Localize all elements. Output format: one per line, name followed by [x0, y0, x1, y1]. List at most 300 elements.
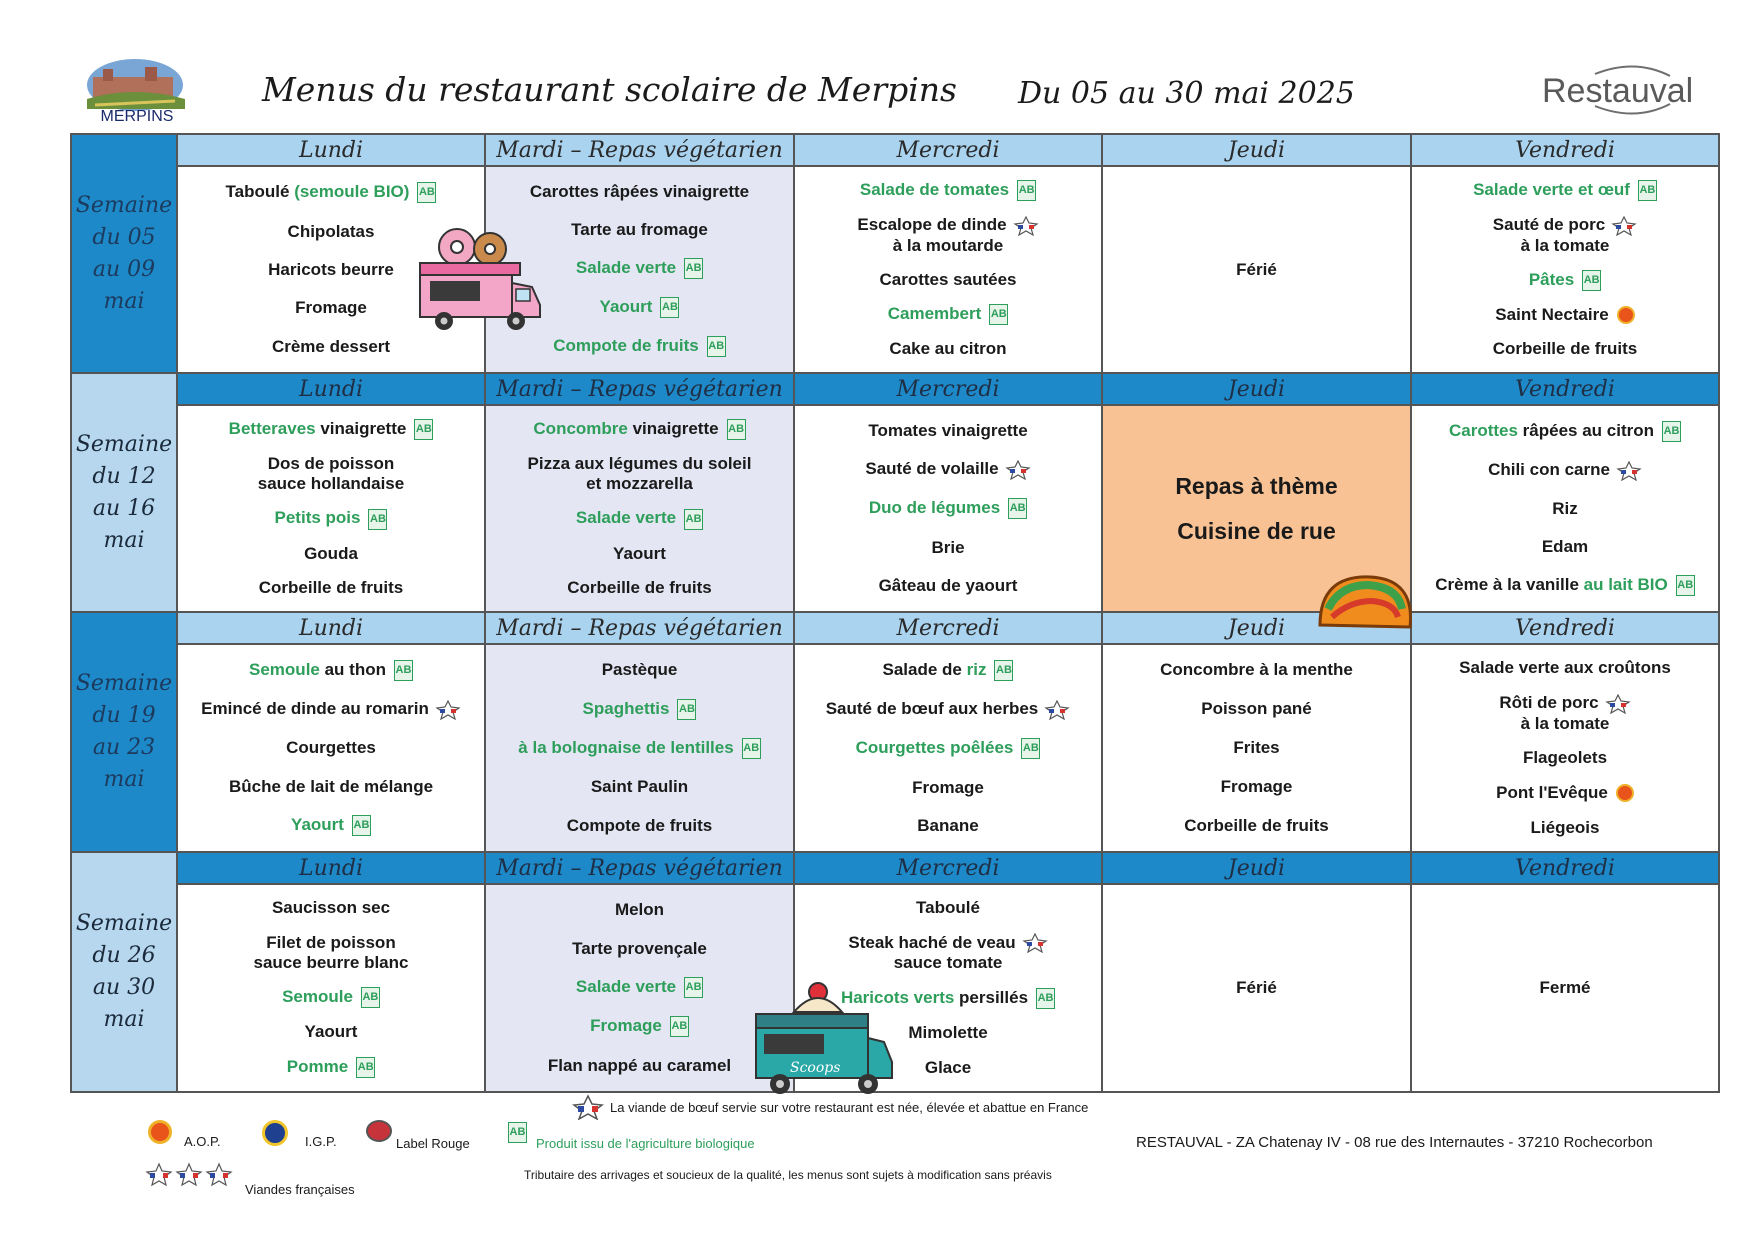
menu-item-text-line2: et mozzarella: [586, 474, 693, 494]
menu-item-line: [1184, 816, 1329, 835]
day-header-thu: Jeudi: [1103, 853, 1412, 885]
menu-item-line: [1529, 270, 1601, 289]
menu-item: [931, 538, 964, 558]
menu-item-line: [1201, 699, 1312, 718]
aop-label: A.O.P.: [184, 1134, 221, 1149]
menu-item-text: Compote de fruits: [566, 815, 713, 835]
menu-item-line: [201, 699, 461, 718]
menu-item-line: [229, 777, 433, 796]
french-meat-icons: [145, 1162, 237, 1190]
week-label-line: au 23: [92, 735, 156, 760]
menu-item-text: Dos de poisson: [267, 454, 395, 474]
menu-cell-fri: [1412, 406, 1718, 611]
week-row: [72, 135, 1718, 374]
menu-item-text-line2: sauce tomate: [893, 953, 1003, 973]
svg-text:Scoops: Scoops: [790, 1060, 841, 1076]
menu-item: [1499, 693, 1630, 734]
menu-item: [1473, 180, 1657, 201]
menu-item-text: Taboulé: [225, 182, 295, 202]
day-header-tue: Mardi – Repas végétarien: [486, 613, 795, 645]
menu-item-text: Escalope de dinde: [857, 215, 1007, 235]
viande-francaise-icon: [1044, 700, 1070, 720]
menu-cell-mon: [178, 645, 486, 851]
day-header-wed: Mercredi: [795, 135, 1103, 167]
day-header-fri: Vendredi: [1412, 135, 1718, 167]
bio-icon: AB: [508, 1122, 527, 1143]
menu-item: [287, 1057, 375, 1078]
menu-item-line: [567, 578, 712, 597]
menu-item-text: Edam: [1541, 536, 1589, 556]
day-header-mon: Lundi: [178, 853, 486, 885]
menu-cell-fri: [1412, 645, 1718, 851]
menu-item-text: (semoule BIO): [294, 182, 410, 202]
menu-item-text: Chipolatas: [287, 221, 375, 241]
menu-item-line: [1435, 575, 1694, 594]
menu-item-text: Cake au citron: [889, 338, 1007, 358]
week-label-line: mai: [103, 767, 145, 792]
menu-cell-fri: [1412, 167, 1718, 372]
viande-francaise-icon: [1005, 460, 1031, 480]
menu-item: [286, 738, 376, 758]
menu-item: [888, 304, 1009, 325]
menu-item: [533, 419, 745, 440]
menu-item-line: [1236, 260, 1277, 279]
menu-item-text: Salade verte: [575, 508, 677, 528]
menu-item-line: [1542, 537, 1588, 556]
menu-item: [602, 660, 678, 680]
menu-item-text: Bûche de lait de mélange: [228, 776, 434, 796]
bio-icon: AB: [1021, 738, 1040, 759]
label-rouge-label: Label Rouge: [396, 1136, 470, 1151]
menu-item-text: Yaourt: [304, 1022, 358, 1042]
menu-item-text: Corbeille de fruits: [258, 577, 404, 597]
menu-item: [583, 699, 697, 720]
menu-item: [856, 738, 1041, 759]
menu-item-text-line2: sauce beurre blanc: [253, 952, 409, 972]
menu-item: [229, 777, 433, 797]
menu-item: [869, 498, 1027, 519]
menu-item-line: [304, 544, 358, 563]
label-rouge-icon: [366, 1120, 392, 1142]
menu-cell-mon: [178, 885, 486, 1091]
bio-icon: AB: [707, 336, 726, 357]
menu-cell-thu: [1103, 645, 1412, 851]
menu-item: [268, 260, 394, 280]
menu-item: [567, 816, 712, 836]
merpins-logo: [75, 55, 200, 125]
menu-item-text: Courgettes poêlées: [855, 738, 1014, 758]
menu-item-line: [1236, 978, 1277, 997]
menu-item-line: [576, 258, 703, 277]
menu-item: [590, 1016, 689, 1037]
menu-cell-thu: [1103, 885, 1412, 1091]
menu-item-text: Filet de poisson: [266, 932, 396, 952]
menu-item-text: Taboulé: [916, 898, 980, 918]
menu-item: [518, 738, 760, 759]
bio-icon: AB: [414, 419, 433, 440]
menu-item-line: [600, 297, 680, 316]
menu-item-line: [1552, 499, 1578, 518]
menu-item: [1449, 421, 1681, 442]
menu-item-line: [226, 182, 437, 201]
menu-item: [912, 778, 984, 798]
week-label-line: du 12: [92, 463, 156, 489]
week-label-line: mai: [103, 527, 145, 553]
menu-item-text: Frites: [1233, 737, 1280, 757]
menu-item: [1201, 699, 1312, 719]
bio-icon: AB: [1662, 421, 1681, 442]
menu-item-line: [249, 660, 413, 679]
week-label-line: Semaine: [75, 911, 173, 936]
week-label: [72, 135, 178, 372]
menu-item-text: Pâtes: [1528, 269, 1575, 289]
menu-item-text: Carottes: [1448, 421, 1518, 441]
menu-item-text: Fromage: [590, 1016, 662, 1036]
bio-icon: AB: [1008, 498, 1027, 519]
svg-text:MERPINS: MERPINS: [100, 108, 174, 125]
menu-item-text: Petits pois: [274, 508, 361, 528]
menu-item-text: Concombre à la menthe: [1160, 660, 1353, 680]
menu-item-text: Flan nappé au caramel: [547, 1055, 732, 1075]
bio-icon: AB: [670, 1016, 689, 1037]
beef-note: La viande de bœuf servie sur votre restaurant est née, élevée et abattue en France: [610, 1100, 1089, 1115]
menu-item-text: Camembert: [887, 303, 982, 323]
week-label-line: Semaine: [75, 671, 173, 696]
menu-item-line: [259, 578, 404, 597]
menu-item-line: [533, 419, 745, 438]
menu-item-text: Brie: [931, 537, 965, 557]
menu-item-line: [272, 898, 390, 917]
menu-item-text: Tarte au fromage: [571, 219, 708, 239]
menu-item-line: [888, 304, 1009, 323]
bio-icon: AB: [361, 987, 380, 1008]
menu-item-text: Salade verte et œuf: [1473, 180, 1630, 200]
menu-item: [272, 898, 390, 918]
menu-item: [600, 297, 680, 318]
menu-item-line: [848, 933, 1047, 952]
day-header-thu: Jeudi: [1103, 374, 1412, 406]
menu-item-text: persillés: [954, 987, 1029, 1007]
menu-item-text: Pizza aux légumes du soleil: [527, 454, 752, 474]
bio-icon: AB: [684, 977, 703, 998]
donut-food-truck-illustration: [412, 225, 544, 340]
menu-item: [1488, 460, 1642, 481]
menu-cell-fri: [1412, 885, 1718, 1091]
menu-item-line: [1539, 978, 1590, 997]
week-label-line: au 09: [92, 256, 156, 282]
menu-item: [249, 660, 413, 681]
bio-icon: AB: [368, 509, 387, 530]
menu-item-line: [912, 778, 984, 797]
menu-item-line: [931, 538, 964, 557]
menu-item: [530, 182, 749, 202]
menu-item-line: [548, 1056, 731, 1075]
menu-item: [576, 258, 703, 279]
menu-item: [567, 578, 712, 598]
menu-item: [857, 215, 1038, 256]
menu-item-line: [879, 576, 1018, 595]
menu-item-line: [275, 508, 388, 527]
week-label-line: mai: [103, 1007, 145, 1032]
menu-item-text: Gâteau de yaourt: [878, 575, 1018, 595]
menu-item-text: Fermé: [1539, 978, 1591, 997]
menu-item-line: [282, 987, 380, 1006]
menu-item-text: Saint Nectaire: [1495, 304, 1609, 324]
menu-cell-wed: [795, 645, 1103, 851]
bio-icon: AB: [684, 509, 703, 530]
menu-item-line: [856, 738, 1041, 757]
menu-item: [1495, 305, 1634, 325]
menu-item-text: vinaigrette: [315, 419, 407, 439]
menu-item: [288, 222, 375, 242]
menu-item: [305, 1022, 358, 1042]
menu-item-line: [571, 220, 708, 239]
menu-item-line: [883, 660, 1014, 679]
menu-item: [258, 454, 404, 494]
menu-item-text: Haricots verts: [840, 987, 955, 1007]
menu-item-line: [268, 454, 395, 473]
menu-item: [1531, 818, 1600, 838]
menu-cell-mon: [178, 406, 486, 611]
menu-item: [1184, 816, 1329, 836]
menu-item-line: [613, 544, 666, 563]
menu-item-line: [295, 298, 367, 317]
menu-item-text: Concombre: [533, 419, 628, 439]
menu-item-line: [266, 933, 395, 952]
menu-item: [925, 1058, 971, 1078]
menu-item-text: Melon: [614, 900, 665, 920]
menu-item-text: Corbeille de fruits: [1492, 338, 1638, 358]
menu-item-text: Crème à la vanille: [1435, 574, 1584, 594]
menu-item-line: [1493, 215, 1637, 234]
day-header-tue: Mardi – Repas végétarien: [486, 135, 795, 167]
menu-item-line: [287, 1057, 375, 1076]
menu-item: [229, 419, 434, 440]
menu-item-line: [268, 260, 394, 279]
day-header-tue: Mardi – Repas végétarien: [486, 853, 795, 885]
menu-item-line: [528, 454, 752, 473]
menu-item: [1221, 777, 1293, 797]
menu-item-line: [602, 660, 678, 679]
menu-item-text: Duo de légumes: [868, 498, 1001, 518]
menu-item-text: Sauté de bœuf aux herbes: [825, 699, 1039, 719]
menu-item-line: [229, 419, 434, 438]
bio-icon: AB: [1582, 270, 1601, 291]
week-label-line: au 16: [92, 495, 156, 521]
bio-icon: AB: [989, 304, 1008, 325]
menu-item-text: Banane: [917, 815, 979, 835]
menu-item-text: au thon: [319, 660, 386, 680]
menu-item: [908, 1023, 987, 1043]
menu-item: [591, 777, 688, 797]
menu-grid: [70, 133, 1720, 1093]
theme-meal-text: Repas à thème: [1175, 472, 1338, 499]
menu-item: [226, 182, 437, 203]
menu-item-text: Sauté de volaille: [865, 459, 999, 479]
menu-item-line: [583, 699, 697, 718]
bio-icon: AB: [1036, 988, 1055, 1009]
bio-icon: AB: [727, 419, 746, 440]
menu-item-text: Férié: [1236, 259, 1277, 279]
menu-item-text: Salade verte aux croûtons: [1459, 658, 1671, 678]
menu-item-text: Crème dessert: [271, 336, 391, 356]
menu-item-text: Chili con carne: [1488, 460, 1610, 480]
menu-item-line: [518, 738, 760, 757]
menu-item-text: Salade verte: [575, 976, 677, 996]
menu-item: [1435, 575, 1694, 596]
bio-icon: AB: [994, 660, 1013, 681]
menu-item-text: Mimolette: [908, 1023, 988, 1043]
menu-cell-wed: [795, 406, 1103, 611]
day-header-mon: Lundi: [178, 374, 486, 406]
menu-item-text: Yaourt: [291, 814, 344, 834]
week-label-line: du 19: [92, 703, 156, 728]
bio-icon: AB: [356, 1057, 375, 1078]
bio-icon: AB: [394, 660, 413, 681]
menu-item-line: [305, 1022, 358, 1041]
menu-item-text-line2: à la tomate: [1520, 235, 1610, 255]
menu-item-text: Tarte provençale: [572, 938, 707, 958]
viande-francaise-icon: [1616, 461, 1642, 481]
menu-item: [304, 544, 358, 564]
menu-item: [553, 336, 725, 357]
menu-item-text: Fromage: [912, 777, 984, 797]
menu-item-line: [572, 939, 707, 958]
menu-item-line: [1496, 783, 1634, 802]
menu-item: [1236, 260, 1277, 280]
menu-item-line: [1499, 693, 1630, 712]
viande-francaise-icon: [1611, 216, 1637, 236]
bio-icon: AB: [1017, 180, 1036, 201]
menu-item-line: [917, 816, 978, 835]
menu-item: [1236, 978, 1277, 998]
menu-item-line: [291, 815, 371, 834]
viande-francaise-icon: [1605, 694, 1631, 714]
menu-item-line: [576, 508, 703, 527]
day-header-thu: Jeudi: [1103, 613, 1412, 645]
day-header-fri: Vendredi: [1412, 613, 1718, 645]
menu-item-line: [1488, 460, 1642, 479]
disclaimer: Tributaire des arrivages et soucieux de la qualité, les menus sont sujets à modification sans préavis: [524, 1168, 1052, 1182]
menu-item-text: Fromage: [1220, 776, 1293, 796]
menu-item: [917, 816, 978, 836]
menu-item-text: Liégeois: [1530, 817, 1600, 837]
menu-item-text: Pont l'Evêque: [1496, 782, 1608, 802]
menu-item: [613, 544, 666, 564]
menu-item: [528, 454, 752, 494]
menu-item-text: vinaigrette: [627, 419, 719, 439]
menu-item: [1233, 738, 1279, 758]
day-header-tue: Mardi – Repas végétarien: [486, 374, 795, 406]
week-row: [72, 613, 1718, 853]
menu-item: [916, 898, 980, 918]
menu-item-line: [826, 699, 1071, 718]
menu-item-line: [591, 777, 688, 796]
menu-item: [295, 298, 367, 318]
menu-item: [868, 421, 1027, 441]
menu-item-text: riz: [966, 660, 987, 680]
menu-item: [272, 337, 390, 357]
menu-item-line: [553, 336, 725, 355]
menu-item-text: Sauté de porc: [1492, 215, 1606, 235]
day-header-mon: Lundi: [178, 613, 486, 645]
aop-icon: [1617, 306, 1635, 324]
day-header-wed: Mercredi: [795, 374, 1103, 406]
bio-icon: AB: [1676, 575, 1695, 596]
menu-item-text: Glace: [924, 1057, 972, 1077]
week-label-line: au 30: [92, 975, 156, 1000]
menu-item-text: Emincé de dinde au romarin: [201, 699, 429, 719]
menu-item-text: Pomme: [286, 1056, 349, 1076]
ice-cream-food-truck-illustration: [750, 978, 900, 1103]
day-header-fri: Vendredi: [1412, 853, 1718, 885]
bio-icon: AB: [677, 699, 696, 720]
taco-illustration: [1310, 565, 1420, 645]
menu-item-line: [860, 180, 1036, 199]
menu-item: [860, 180, 1036, 201]
bio-icon: AB: [417, 182, 436, 203]
date-range: Du 05 au 30 mai 2025: [1018, 76, 1355, 111]
menu-item-line: [1473, 180, 1657, 199]
week-row: [72, 374, 1718, 613]
menu-item-text: Carottes râpées vinaigrette: [529, 181, 750, 201]
menu-item-text: Semoule: [282, 986, 353, 1006]
menu-item: [615, 900, 664, 920]
week-label: [72, 853, 178, 1091]
menu-item-line: [908, 1023, 987, 1042]
menu-item: [1496, 783, 1634, 803]
menu-item: [826, 699, 1071, 720]
menu-item-text: Salade de tomates: [859, 180, 1010, 200]
bio-icon: AB: [660, 297, 679, 318]
viande-francaise-icon: [435, 700, 461, 720]
menu-item-text-line2: sauce hollandaise: [257, 474, 405, 494]
menu-item-text: Compote de fruits: [553, 335, 699, 355]
bio-icon: AB: [684, 258, 703, 279]
menu-item: [1160, 660, 1353, 680]
menu-item: [1493, 339, 1638, 359]
theme-meal-text: Cuisine de rue: [1177, 517, 1336, 544]
menu-item-line: [272, 337, 390, 356]
menu-item-line: [889, 339, 1006, 358]
menu-item-text: Steak haché de veau: [848, 932, 1016, 952]
menu-item: [291, 815, 371, 836]
menu-item: [865, 459, 1030, 480]
igp-icon: [262, 1120, 288, 1146]
menu-item-line: [567, 816, 712, 835]
menu-item-text: Corbeille de fruits: [1184, 815, 1329, 835]
menu-item-text: Betteraves: [228, 419, 316, 439]
restauval-logo: [1540, 62, 1710, 122]
menu-item: [879, 270, 1016, 290]
bio-icon: AB: [1638, 180, 1657, 201]
menu-item-text: Saucisson sec: [271, 898, 391, 918]
menu-item: [848, 933, 1047, 974]
menu-item-text: Pastèque: [601, 660, 678, 680]
menu-item-text: Tomates vinaigrette: [868, 421, 1028, 441]
menu-item-text: râpées au citron: [1517, 421, 1655, 441]
menu-cell-thu: [1103, 167, 1412, 372]
menu-item-text: Fromage: [295, 298, 367, 318]
menu-item-text: Rôti de porc: [1499, 693, 1599, 713]
menu-item: [1542, 537, 1588, 557]
menu-item-line: [615, 900, 664, 919]
menu-item-line: [1449, 421, 1681, 440]
menu-item: [254, 933, 409, 973]
menu-item: [879, 576, 1018, 596]
menu-item: [1552, 499, 1578, 519]
menu-item: [282, 987, 380, 1008]
